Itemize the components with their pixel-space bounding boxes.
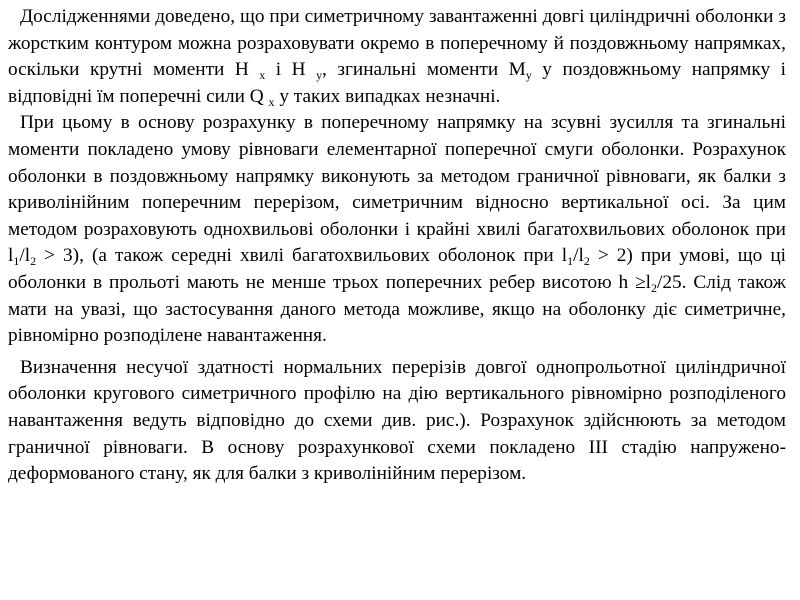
p2-sub-1b: 1 bbox=[567, 254, 574, 269]
p2-sub-1a: 1 bbox=[13, 254, 20, 269]
p1-text-a: Дослідженнями доведено, що при симетричному завантаженні довгі циліндричні оболонки з жорстким контуром можна розраховувати окремо в поперечному й поздовжньому напрямках, оскільки крутні моменти H bbox=[8, 6, 786, 81]
p2-text-b: /l bbox=[19, 245, 31, 267]
p2-text-a: При цьому в основу розрахунку в поперечному напрямку на зсувні зусилля та згинальні моменти покладено умову рівноваги елементарної поперечної смуги оболонки. Розрахунок оболонки в поздовжньому напрямку виконують за методом граничної рівноваги, як балки з криволінійним поперечним перерізом, симетричним відносно вертикальної осі. За цим методом розраховують однохвильові оболонки і крайні хвилі багатохвильових оболонок при l bbox=[8, 112, 786, 267]
p2-text-d: /l bbox=[573, 245, 584, 267]
p1-text-d: у поздовжньому напрямку і відповідні їм поперечні сили Q bbox=[8, 59, 786, 107]
p2-text-e: > 2) при умові, що ці оболонки в прольоті мають не менше трьох поперечних ребер висотою h ≥l bbox=[8, 245, 787, 293]
p2-text-c: > 3), (а також середні хвилі багатохвильових оболонок при l bbox=[36, 245, 568, 267]
p1-sub-y2: y bbox=[525, 68, 532, 83]
p2-sub-2c: 2 bbox=[651, 281, 657, 296]
p1-text-c: , згинальні моменти M bbox=[322, 59, 526, 81]
p2-text-f: /25. Слід також мати на увазі, що застосування даного метода можливе, якщо на оболонку діє симетричне, рівномірно розподілене навантаження. bbox=[8, 271, 786, 347]
p1-text-e: у таких випадках незначні. bbox=[274, 85, 501, 107]
p2-sub-2b: 2 bbox=[583, 254, 590, 269]
p1-text-b: і H bbox=[265, 59, 317, 81]
p2-sub-2a: 2 bbox=[30, 254, 37, 269]
p1-sub-x1: x bbox=[259, 68, 266, 83]
paragraph-3 bbox=[8, 355, 786, 488]
p1-sub-x2: x bbox=[268, 94, 275, 109]
p3-text: Визначення несучої здатності нормальних перерізів довгої однопрольотної циліндричної оболонки кругового симетричного профілю на дію вертикального рівномірно розподіленого навантаження ведуть відповідно до схеми див. рис.). Розрахунок здійснюють за методом граничної рівноваги. В основу розрахункової схеми покладено ІІІ стадію напружено-деформованого стану, як для балки з криволінійним перерізом. bbox=[8, 356, 786, 485]
paragraph-2 bbox=[8, 110, 786, 349]
paragraph-1 bbox=[8, 4, 786, 110]
p1-sub-y1: y bbox=[316, 68, 323, 83]
